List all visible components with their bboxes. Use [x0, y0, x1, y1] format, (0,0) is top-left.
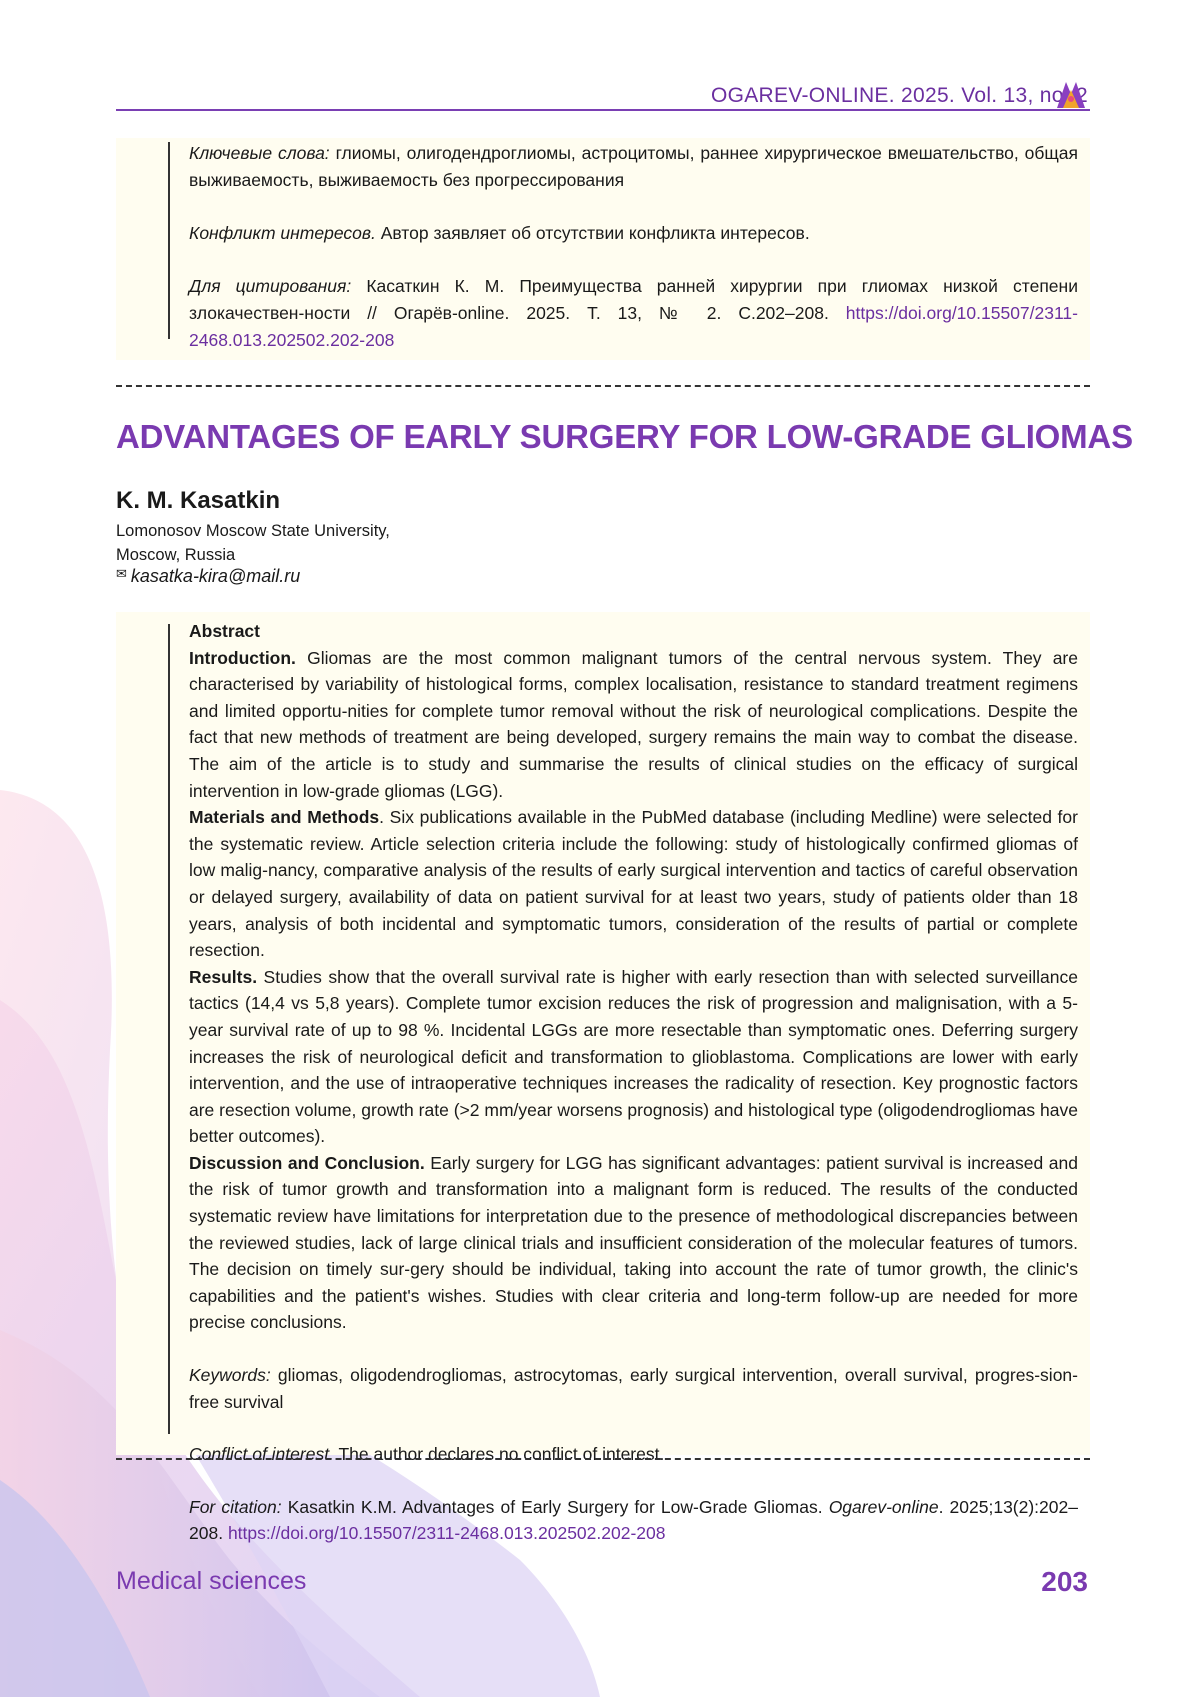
- en-conflict-label: Conflict of interest.: [189, 1444, 334, 1464]
- ru-keywords-label: Ключевые слова:: [189, 143, 330, 163]
- ru-keywords: [189, 138, 1078, 194]
- dashed-separator-top: [116, 385, 1090, 387]
- discussion-label: Discussion and Conclusion.: [189, 1153, 425, 1173]
- page-number: 203: [1041, 1566, 1088, 1598]
- abstract-box-bar: [168, 624, 170, 1434]
- affiliation-line-2: Moscow, Russia: [116, 544, 390, 568]
- section-name: Medical sciences: [116, 1567, 306, 1596]
- article-title: ADVANTAGES OF EARLY SURGERY FOR LOW-GRADE GLIOMAS: [116, 418, 1133, 456]
- en-citation-journal: Ogarev-online: [829, 1497, 939, 1517]
- author-affiliation: [116, 520, 390, 567]
- en-doi-link[interactable]: https://doi.org/10.15507/2311-2468.013.202502.202-208: [228, 1523, 666, 1543]
- methods-text: . Six publications available in the PubMed database (including Medline) were selected for the systematic review. Article selection criteria include the following: study of histologically confirmed gliomas of low malig-nancy, comparative analysis of the results of early surgical intervention and tactics of careful observation or delayed surgery, availability of data on patient survival for at least two years, study of patients older than 18 years, analysis of both incidental and symptomatic tumors, consideration of the results of partial or complete resection.: [189, 807, 1078, 960]
- ru-conflict: [189, 220, 1078, 247]
- ru-citation-text: Касаткин К. М. Преимущества ранней хирургии при глиомах низкой степени злокачествен-ности // Огарёв-online. 2025. Т. 13, № 2. С.202–208.: [189, 276, 1078, 323]
- en-conflict-text: The author declares no conflict of interest.: [338, 1444, 664, 1464]
- en-citation-label: For citation:: [189, 1497, 282, 1517]
- en-keywords-label: Keywords:: [189, 1365, 271, 1385]
- journal-reference: OGAREV-ONLINE. 2025. Vol. 13, no. 2: [711, 84, 1088, 108]
- ru-citation: [189, 273, 1078, 354]
- ru-citation-label: Для цитирования:: [189, 276, 351, 296]
- intro-text: Gliomas are the most common malignant tumors of the central nervous system. They are characterised by variability of histological forms, complex localisation, resistance to standard treatment regimens and limited opportu-nities for complete tumor removal without the risk of neurological complications. Despite the fact that new methods of treatment are being developed, surgery remains the main way to combat the disease. The aim of the article is to study and summarise the results of clinical studies on the efficacy of surgical intervention in low-grade gliomas (LGG).: [189, 648, 1078, 801]
- envelope-icon: ✉: [116, 566, 127, 581]
- ru-conflict-label: Конфликт интересов.: [189, 223, 376, 243]
- affiliation-line-1: Lomonosov Moscow State University,: [116, 520, 390, 544]
- en-keywords-text: gliomas, oligodendrogliomas, astrocytomas, early surgical intervention, overall survival, progres-sion-free survival: [189, 1365, 1078, 1412]
- intro-label: Introduction.: [189, 648, 296, 668]
- abstract-body: [189, 612, 1078, 1336]
- en-conflict: [189, 1441, 1078, 1468]
- author-email: [116, 566, 300, 587]
- header-rule: [116, 109, 1090, 111]
- results-text: Studies show that the overall survival rate is higher with early resection than with selected surveillance tactics (14,4 vs 5,8 years). Complete tumor excision reduces the risk of progression and malignisation, with a 5-year survival rate of up to 98 %. Incidental LGGs are more resectable than symptomatic ones. Deferring surgery increases the risk of neurological deficit and transformation to glioblastoma. Complications are lower with early intervention, and the use of intraoperative techniques increases the radicality of resection. Key prognostic factors are resection volume, growth rate (>2 mm/year worsens prognosis) and histological type (oligodendrogliomas have better outcomes).: [189, 967, 1078, 1147]
- en-citation-text-2: . 2025;13(2):202–208.: [189, 1497, 1078, 1544]
- author-name: K. M. Kasatkin: [116, 487, 280, 515]
- abstract-heading: Abstract: [189, 621, 260, 641]
- en-keywords: [189, 1362, 1078, 1415]
- discussion-text: Early surgery for LGG has significant advantages: patient survival is increased and the risk of tumor growth and transformation into a malignant form is reduced. The results of the conducted systematic review have limitations for interpretation due to the presence of methodological discrepancies between the reviewed studies, lack of large clinical trials and insufficient consideration of the molecular features of tumors. The decision on timely sur-gery should be individual, taking into account the rate of tumor growth, the clinic's capabilities and the patient's wishes. Studies with clear criteria and long-term follow-up are needed for more precise conclusions.: [189, 1153, 1078, 1333]
- email-address[interactable]: kasatka-kira@mail.ru: [131, 566, 300, 586]
- en-citation-text-1: Kasatkin K.M. Advantages of Early Surgery for Low-Grade Gliomas.: [288, 1497, 823, 1517]
- ru-doi-link[interactable]: https://doi.org/10.15507/2311-2468.013.202502.202-208: [189, 303, 1078, 350]
- ru-box-bar: [168, 142, 170, 339]
- ru-conflict-text: Автор заявляет об отсутствии конфликта интересов.: [381, 223, 810, 243]
- journal-logo-icon: [1054, 78, 1088, 112]
- abstract-box: [116, 612, 1090, 1455]
- dashed-separator-bottom: [116, 1458, 1090, 1460]
- ru-info-box: [116, 138, 1090, 360]
- ru-keywords-text: глиомы, олигодендроглиомы, астроцитомы, раннее хирургическое вмешательство, общая выживаемость, выживаемость без прогрессирования: [189, 143, 1078, 190]
- results-label: Results.: [189, 967, 257, 987]
- methods-label: Materials and Methods: [189, 807, 379, 827]
- en-citation: [189, 1494, 1078, 1547]
